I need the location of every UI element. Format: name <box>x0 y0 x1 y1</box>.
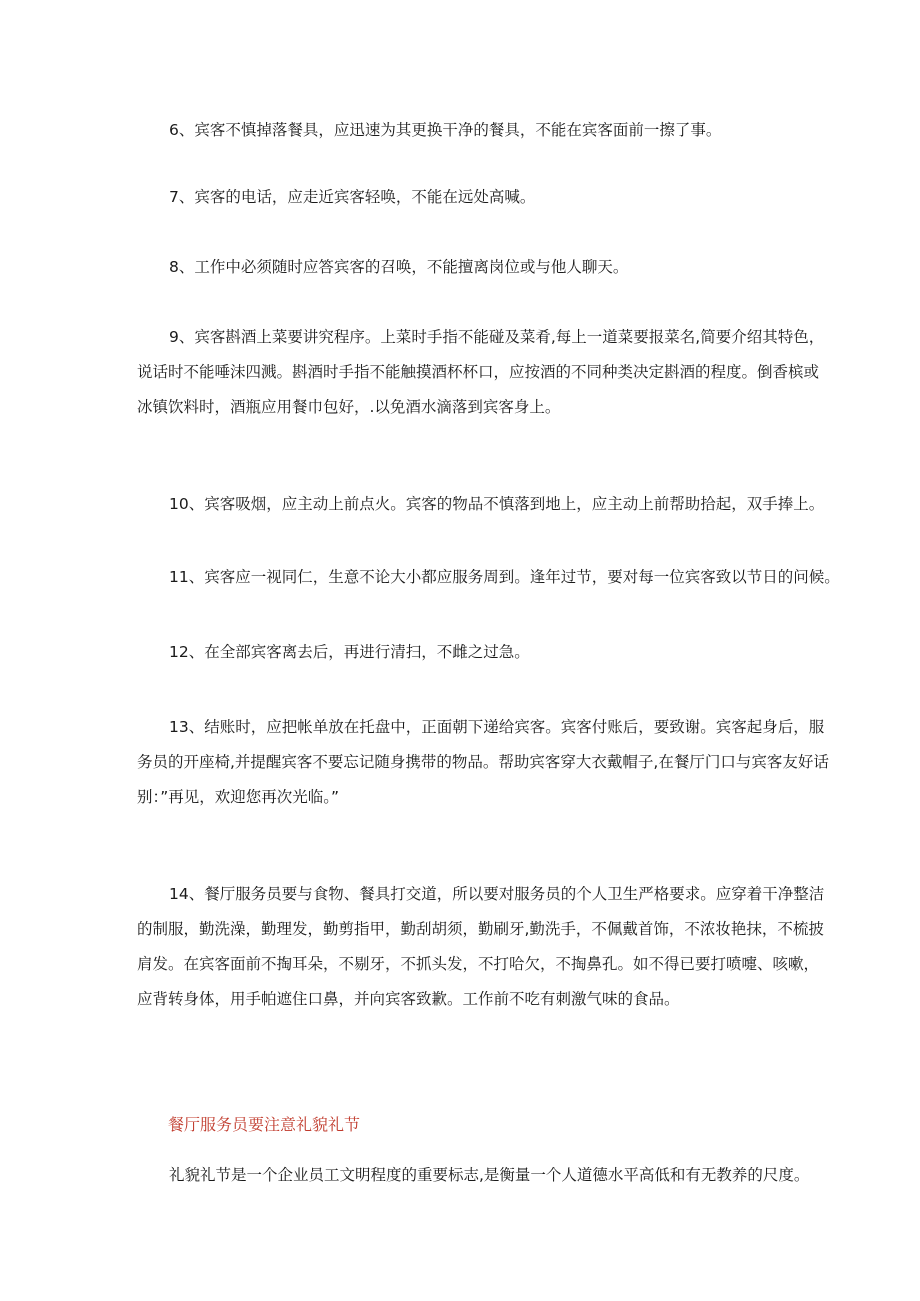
item-8 <box>137 250 797 285</box>
item-13-line-3: 别：”再见，欢迎您再次光临。” <box>137 788 340 806</box>
item-8-line-1: 8、工作中必须随时应答宾客的召唤，不能擅离岗位或与他人聊天。 <box>169 258 629 276</box>
section-heading: 餐厅服务员要注意礼貌礼节 <box>168 1115 361 1134</box>
item-13-line-2: 务员的开座椅,并提醒宾客不要忘记随身携带的物品。帮助宾客穿大衣戴帽子,在餐厅门口与宾客友好话 <box>137 753 829 771</box>
item-11 <box>137 560 840 595</box>
item-7-line-1: 7、宾客的电话，应走近宾客轻唤，不能在远处高喊。 <box>169 188 536 206</box>
item-13 <box>137 710 829 815</box>
item-14-line-3: 肩发。在宾客面前不掏耳朵，不剔牙，不抓头发，不打哈欠，不掏鼻孔。如不得已要打喷嚏、咳嗽， <box>137 955 820 973</box>
item-6-line-1: 6、宾客不慎掉落餐具，应迅速为其更换干净的餐具，不能在宾客面前一擦了事。 <box>169 121 722 139</box>
item-14-line-2: 的制服，勤洗澡，勤理发，勤剪指甲，勤刮胡须，勤刷牙,勤洗手，不佩戴首饰，不浓妆艳抹，不梳披 <box>137 920 824 938</box>
item-9 <box>137 320 825 425</box>
item-12 <box>137 635 797 670</box>
item-7 <box>137 180 797 215</box>
item-12-line-1: 12、在全部宾客离去后，再进行清扫，不雌之过急。 <box>169 643 530 661</box>
intro-line-1: 礼貌礼节是一个企业员工文明程度的重要标志,是衡量一个人道德水平高低和有无教养的尺度。 <box>169 1166 810 1184</box>
item-9-line-3: 冰镇饮料时，酒瓶应用餐巾包好，.以免酒水滴落到宾客身上。 <box>137 398 561 416</box>
item-11-line-1: 11、宾客应一视同仁，生意不论大小都应服务周到。逢年过节，要对每一位宾客致以节日的问候。 <box>169 568 840 586</box>
item-13-line-1: 13、结账时，应把帐单放在托盘中，正面朝下递给宾客。宾客付账后，要致谢。宾客起身后，服 <box>169 718 825 736</box>
item-10 <box>137 487 825 522</box>
item-14-line-4: 应背转身体，用手帕遮住口鼻，并向宾客致歉。工作前不吃有刺激气味的食品。 <box>137 990 680 1008</box>
intro-paragraph <box>137 1158 810 1193</box>
item-6 <box>137 113 797 148</box>
item-10-line-1: 10、宾客吸烟，应主动上前点火。宾客的物品不慎落到地上，应主动上前帮助拾起，双手捧上。 <box>169 495 825 513</box>
item-14 <box>137 877 825 1017</box>
item-9-line-1: 9、宾客斟酒上菜要讲究程序。上菜时手指不能碰及菜肴,每上一道菜要报菜名,简要介绍其特色， <box>169 328 825 346</box>
item-9-line-2: 说话时不能唾沫四溅。斟酒时手指不能触摸酒杯杯口，应按酒的不同种类决定斟酒的程度。倒香槟或 <box>137 363 820 381</box>
item-14-line-1: 14、餐厅服务员要与食物、餐具打交道，所以要对服务员的个人卫生严格要求。应穿着干净整洁 <box>169 885 825 903</box>
